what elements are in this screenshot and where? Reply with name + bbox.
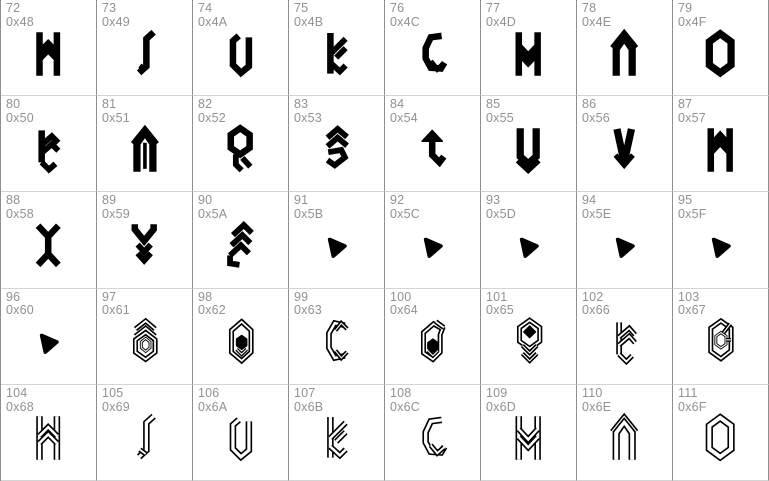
- glyph-cell: [673, 0, 769, 96]
- glyph-cell: [97, 192, 193, 288]
- glyph-cell: [97, 96, 193, 192]
- glyph-char-Q: [97, 96, 192, 191]
- glyph-decimal-code: 100: [390, 289, 412, 304]
- glyph-char-g: [673, 289, 768, 384]
- glyph-fallback-triangle: [577, 192, 672, 287]
- glyph-cell: [481, 0, 577, 96]
- glyph-fallback-triangle: [1, 289, 96, 384]
- glyph-cell: [289, 0, 385, 96]
- glyph-cell: [481, 192, 577, 288]
- glyph-hex-code: 0x4C: [390, 14, 420, 29]
- glyph-cell: [481, 289, 577, 385]
- glyph-hex-code: 0x5B: [294, 207, 324, 222]
- glyph-decimal-code: 81: [102, 97, 117, 112]
- glyph-char-Y: [97, 192, 192, 287]
- glyph-decimal-code: 93: [486, 193, 501, 208]
- glyph-char-c: [289, 289, 384, 384]
- glyph-decimal-code: 78: [582, 1, 597, 15]
- glyph-hex-code: 0x67: [678, 303, 706, 318]
- glyph-hex-code: 0x65: [486, 303, 514, 318]
- glyph-cell: [289, 192, 385, 288]
- glyph-cell: [1, 96, 97, 192]
- glyph-hex-code: 0x4D: [486, 14, 516, 29]
- glyph-cell: [97, 0, 193, 96]
- glyph-hex-code: 0x4B: [294, 14, 324, 29]
- glyph-decimal-code: 79: [678, 1, 693, 15]
- glyph-char-j: [193, 385, 288, 480]
- glyph-char-K: [289, 0, 384, 95]
- glyph-char-I: [97, 0, 192, 95]
- glyph-hex-code: 0x54: [390, 110, 418, 125]
- glyph-cell: [1, 192, 97, 288]
- glyph-decimal-code: 98: [198, 289, 213, 304]
- glyph-decimal-code: 75: [294, 1, 309, 15]
- glyph-decimal-code: 105: [102, 385, 124, 400]
- glyph-decimal-code: 110: [582, 385, 603, 400]
- glyph-decimal-code: 86: [582, 97, 597, 112]
- glyph-decimal-code: 88: [6, 193, 21, 208]
- glyph-decimal-code: 76: [390, 1, 405, 15]
- glyph-char-R: [193, 96, 288, 191]
- glyph-hex-code: 0x6C: [390, 399, 420, 414]
- glyph-cell: [193, 192, 289, 288]
- glyph-char-n: [577, 385, 672, 480]
- glyph-hex-code: 0x55: [486, 110, 514, 125]
- glyph-decimal-code: 73: [102, 1, 117, 15]
- glyph-decimal-code: 74: [198, 1, 213, 15]
- glyph-decimal-code: 108: [390, 385, 412, 400]
- glyph-cell: [673, 289, 769, 385]
- glyph-cell: [193, 385, 289, 481]
- glyph-hex-code: 0x52: [198, 110, 226, 125]
- glyph-cell: [577, 289, 673, 385]
- glyph-char-o: [673, 385, 768, 480]
- glyph-cell: [97, 385, 193, 481]
- glyph-fallback-triangle: [481, 192, 576, 287]
- glyph-cell: [481, 385, 577, 481]
- glyph-hex-code: 0x60: [6, 303, 34, 318]
- glyph-cell: [577, 385, 673, 481]
- glyph-decimal-code: 102: [582, 289, 604, 304]
- glyph-hex-code: 0x6B: [294, 399, 324, 414]
- glyph-cell: [385, 385, 481, 481]
- glyph-hex-code: 0x5A: [198, 207, 228, 222]
- glyph-hex-code: 0x6A: [198, 399, 228, 414]
- glyph-cell: [577, 192, 673, 288]
- glyph-char-b: [193, 289, 288, 384]
- glyph-decimal-code: 99: [294, 289, 309, 304]
- glyph-hex-code: 0x6E: [582, 399, 612, 414]
- glyph-cell: [385, 0, 481, 96]
- glyph-hex-code: 0x56: [582, 110, 610, 125]
- glyph-hex-code: 0x48: [6, 14, 34, 29]
- glyph-hex-code: 0x69: [102, 399, 130, 414]
- glyph-char-a: [97, 289, 192, 384]
- glyph-char-d: [385, 289, 480, 384]
- glyph-fallback-triangle: [385, 192, 480, 287]
- glyph-char-h: [1, 385, 96, 480]
- glyph-hex-code: 0x5C: [390, 207, 420, 222]
- glyph-hex-code: 0x51: [102, 110, 130, 125]
- glyph-cell: [577, 0, 673, 96]
- glyph-decimal-code: 82: [198, 97, 213, 112]
- glyph-decimal-code: 85: [486, 97, 501, 112]
- glyph-hex-code: 0x5D: [486, 207, 516, 222]
- glyph-cell: [1, 0, 97, 96]
- glyph-hex-code: 0x5E: [582, 207, 612, 222]
- glyph-decimal-code: 96: [6, 289, 21, 304]
- glyph-hex-code: 0x4E: [582, 14, 612, 29]
- glyph-hex-code: 0x66: [582, 303, 610, 318]
- glyph-decimal-code: 77: [486, 1, 501, 15]
- glyph-hex-code: 0x4F: [678, 14, 707, 29]
- glyph-char-T: [385, 96, 480, 191]
- glyph-cell: [193, 0, 289, 96]
- glyph-char-f: [577, 289, 672, 384]
- glyph-char-O: [673, 0, 768, 95]
- glyph-decimal-code: 80: [6, 97, 21, 112]
- glyph-cell: [289, 385, 385, 481]
- glyph-decimal-code: 101: [486, 289, 508, 304]
- glyph-hex-code: 0x63: [294, 303, 322, 318]
- glyph-decimal-code: 87: [678, 97, 693, 112]
- glyph-hex-code: 0x50: [6, 110, 34, 125]
- glyph-char-i: [97, 385, 192, 480]
- glyph-hex-code: 0x5F: [678, 207, 707, 222]
- glyph-char-L: [385, 0, 480, 95]
- glyph-fallback-triangle: [673, 192, 768, 287]
- glyph-decimal-code: 95: [678, 193, 693, 208]
- glyph-cell: [289, 96, 385, 192]
- glyph-cell: [673, 385, 769, 481]
- glyph-decimal-code: 83: [294, 97, 309, 112]
- glyph-decimal-code: 106: [198, 385, 220, 400]
- glyph-char-W: [673, 96, 768, 191]
- glyph-cell: [385, 289, 481, 385]
- glyph-hex-code: 0x68: [6, 399, 34, 414]
- glyph-char-U: [481, 96, 576, 191]
- glyph-cell: [577, 96, 673, 192]
- glyph-decimal-code: 97: [102, 289, 117, 304]
- glyph-hex-code: 0x59: [102, 207, 130, 222]
- glyph-char-M: [481, 0, 576, 95]
- glyph-char-X: [1, 192, 96, 287]
- glyph-decimal-code: 89: [102, 193, 117, 208]
- glyph-decimal-code: 109: [486, 385, 508, 400]
- glyph-decimal-code: 107: [294, 385, 316, 400]
- glyph-cell: [385, 192, 481, 288]
- glyph-char-m: [481, 385, 576, 480]
- glyph-cell: [673, 96, 769, 192]
- glyph-char-V: [577, 96, 672, 191]
- glyph-decimal-code: 94: [582, 193, 597, 208]
- glyph-char-e: [481, 289, 576, 384]
- glyph-hex-code: 0x49: [102, 14, 130, 29]
- glyph-cell: [97, 289, 193, 385]
- glyph-decimal-code: 111: [678, 385, 698, 400]
- glyph-hex-code: 0x64: [390, 303, 418, 318]
- glyph-char-J: [193, 0, 288, 95]
- glyph-hex-code: 0x6F: [678, 399, 707, 414]
- glyph-decimal-code: 104: [6, 385, 28, 400]
- glyph-decimal-code: 92: [390, 193, 405, 208]
- glyph-hex-code: 0x4A: [198, 14, 228, 29]
- glyph-decimal-code: 90: [198, 193, 213, 208]
- glyph-decimal-code: 91: [294, 193, 309, 208]
- glyph-cell: [1, 385, 97, 481]
- glyph-hex-code: 0x57: [678, 110, 706, 125]
- glyph-hex-code: 0x62: [198, 303, 226, 318]
- glyph-char-H: [1, 0, 96, 95]
- glyph-cell: [385, 96, 481, 192]
- glyph-cell: [673, 192, 769, 288]
- glyph-char-P: [1, 96, 96, 191]
- glyph-cell: [289, 289, 385, 385]
- glyph-decimal-code: 103: [678, 289, 700, 304]
- glyph-decimal-code: 84: [390, 97, 405, 112]
- glyph-char-S: [289, 96, 384, 191]
- glyph-fallback-triangle: [289, 192, 384, 287]
- glyph-hex-code: 0x53: [294, 110, 322, 125]
- glyph-hex-code: 0x6D: [486, 399, 516, 414]
- glyph-char-Z: [193, 192, 288, 287]
- glyph-cell: [193, 289, 289, 385]
- glyph-hex-code: 0x61: [102, 303, 130, 318]
- glyph-decimal-code: 72: [6, 1, 21, 15]
- glyph-cell: [193, 96, 289, 192]
- glyph-char-l: [385, 385, 480, 480]
- glyph-hex-code: 0x58: [6, 207, 34, 222]
- glyph-char-k: [289, 385, 384, 480]
- glyph-char-N: [577, 0, 672, 95]
- glyph-cell: [1, 289, 97, 385]
- glyph-cell: [481, 96, 577, 192]
